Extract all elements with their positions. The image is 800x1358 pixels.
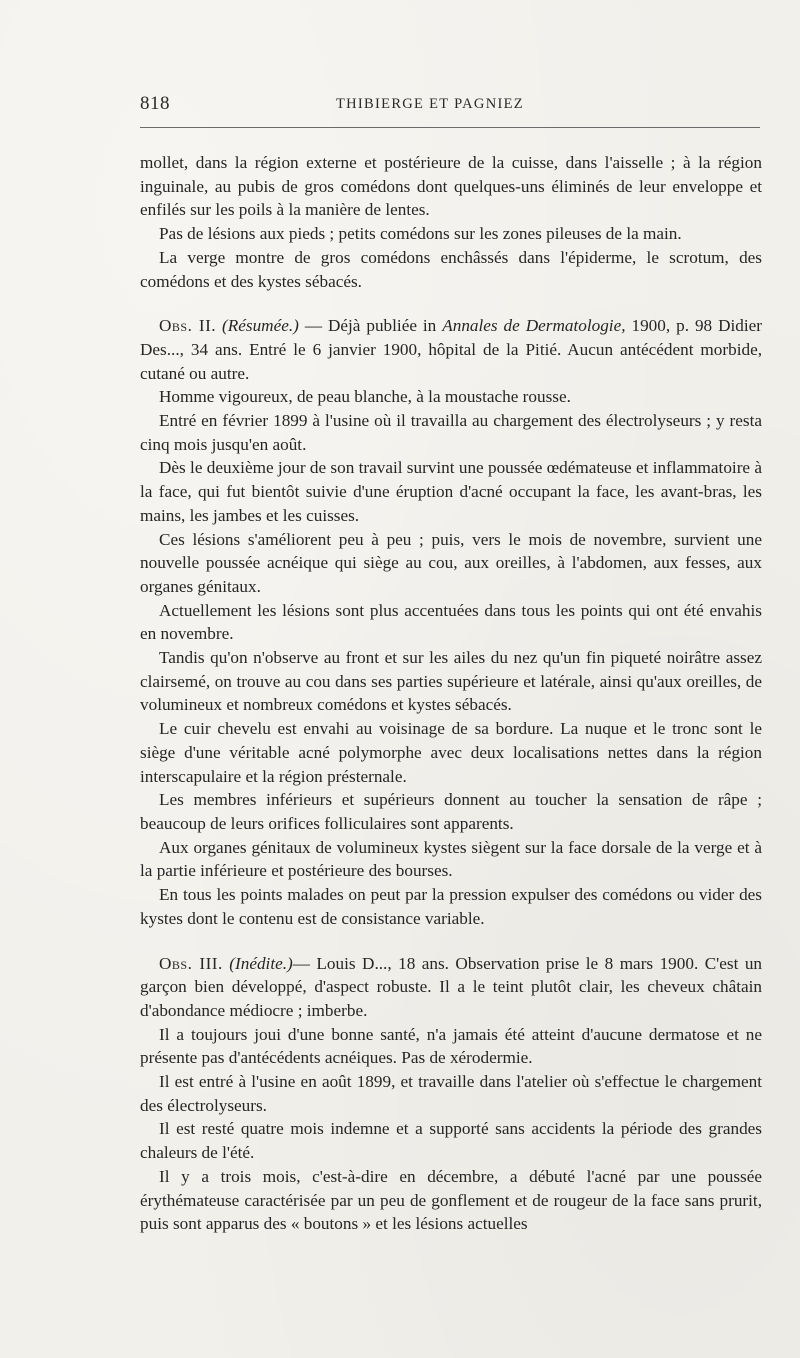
observation-3-intro: [140, 952, 762, 1023]
obs-label: Obs. III.: [159, 953, 223, 973]
paragraph: Tandis qu'on n'observe au front et sur les ailes du nez qu'un fin piqueté noirâtre assez clairsemé, on trouve au cou dans ses parties supérieure et latérale, ainsi qu'aux oreilles, de volumineux et nombreux comédons et kystes sébacés.: [140, 648, 762, 715]
paragraph: mollet, dans la région externe et postérieure de la cuisse, dans l'aisselle ; à la région inguinale, au pubis de gros comédons dont quelques-uns éliminés de leur enveloppe et enfilés sur les poils à la manière de lentes.: [140, 153, 762, 220]
paragraph: Il est resté quatre mois indemne et a supporté sans accidents la période des grandes chaleurs de l'été.: [140, 1119, 762, 1163]
journal-title: Annales de Dermatologie,: [442, 316, 626, 336]
obs-intro-text: 1900, p. 98 Didier Des..., 34 ans. Entré le 6 janvier 1900, hôpital de la Pitié. Aucun antécédent morbide, cutané ou autre.: [140, 316, 762, 383]
obs-intro-text: — Louis D..., 18 ans. Observation prise le 8 mars 1900. C'est un garçon bien développé, d'aspect robuste. Il a le teint plutôt clair, les cheveux châtain d'abondance médiocre ; imberbe.: [140, 953, 763, 1020]
obs-qualifier: (Résumée.): [222, 316, 299, 336]
paragraph: Ces lésions s'améliorent peu à peu ; puis, vers le mois de novembre, survient une nouvelle poussée acnéique qui siège au cou, aux oreilles, à l'abdomen, aux fesses, aux organes génitaux.: [140, 529, 762, 596]
obs-label: Obs. II.: [159, 316, 217, 336]
paragraph: Homme vigoureux, de peau blanche, à la moustache rousse.: [159, 387, 571, 407]
page-header: [140, 93, 760, 121]
paragraph: Le cuir chevelu est envahi au voisinage de sa bordure. La nuque et le tronc sont le siège d'une véritable acné polymorphe avec deux localisations nettes dans la région interscapulaire et la région présternale.: [140, 719, 762, 786]
observation-2-intro: [140, 314, 762, 385]
paragraph: Il a toujours joui d'une bonne santé, n'a jamais été atteint d'aucune dermatose et ne présente pas d'antécédents acnéiques. Pas de xérodermie.: [140, 1024, 762, 1068]
paragraph: Dès le deuxième jour de son travail survint une poussée œdémateuse et inflammatoire à la face, qui fut bientôt suivie d'une éruption d'acné occupant la face, les avant-bras, les mains, les jambes et les cuisses.: [140, 458, 762, 525]
running-title: THIBIERGE ET PAGNIEZ: [336, 96, 524, 112]
paragraph: Entré en février 1899 à l'usine où il travailla au chargement des électrolyseurs ; y resta cinq mois jusqu'en août.: [140, 411, 762, 454]
obs-dash: — Déjà publiée in: [304, 316, 443, 336]
paragraph: Il est entré à l'usine en août 1899, et travaille dans l'atelier où s'effectue le chargement des électrolyseurs.: [140, 1072, 762, 1115]
page-number: 818: [140, 93, 170, 114]
paragraph: Aux organes génitaux de volumineux kystes siègent sur la face dorsale de la verge et à la partie inférieure et postérieure des bourses.: [140, 837, 762, 881]
paragraph: En tous les points malades on peut par la pression expulser des comédons ou vider des kystes dont le contenu est de consistance variable.: [140, 885, 762, 928]
paragraph: La verge montre de gros comédons enchâssés dans l'épiderme, le scrotum, des comédons et des kystes sébacés.: [140, 247, 762, 291]
obs-qualifier: (Inédite.): [229, 953, 293, 973]
paragraph: Pas de lésions aux pieds ; petits comédons sur les zones pileuses de la main.: [159, 224, 682, 244]
header-rule: [140, 127, 760, 128]
paragraph: Il y a trois mois, c'est-à-dire en décembre, a débuté l'acné par une poussée érythémateuse caractérisée par un peu de gonflement et de rougeur de la face sans prurit, puis sont apparus des « boutons » et les lésions actuelles: [140, 1166, 762, 1234]
paragraph: Actuellement les lésions sont plus accentuées dans tous les points qui ont été envahis en novembre.: [140, 600, 762, 644]
paragraph: Les membres inférieurs et supérieurs donnent au toucher la sensation de râpe ; beaucoup de leurs orifices folliculaires sont apparents.: [140, 790, 762, 833]
body-text: [140, 151, 762, 1236]
